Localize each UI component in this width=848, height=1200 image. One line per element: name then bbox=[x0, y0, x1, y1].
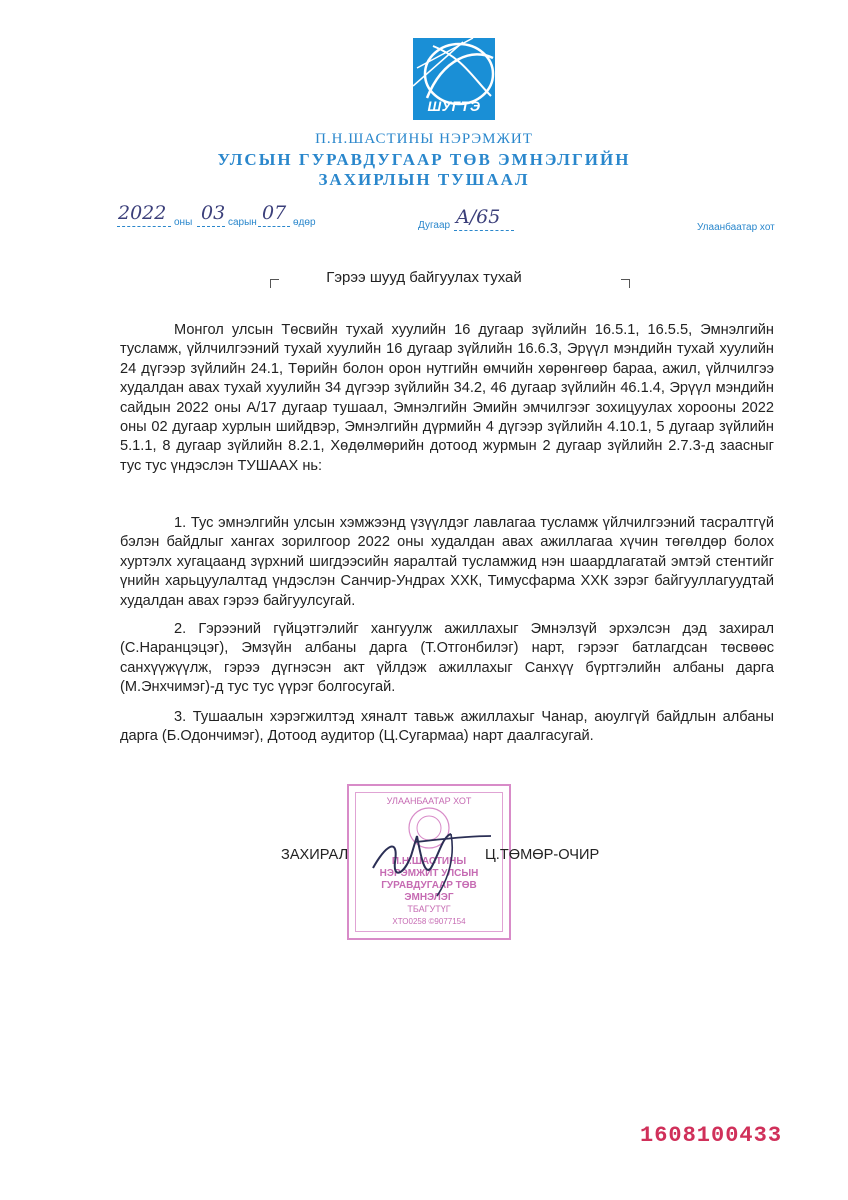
order-item-1 bbox=[120, 514, 774, 611]
order-item-text: 1. Тус эмнэлгийн улсын хэмжээнд үзүүлдэг лавлагаа тусламж үйлчилгээний тасралтгүй бэлэн байдлыг хангах зорилгоор 2022 оны худалдан авах ажиллагаа хүчин төгөлдөр болох хуртэлх хугацаанд зүрхний шигдээсийн яаралтай тусламжид нэн шаардлагатай эмтэй стентийг үнийн харьцуулалтад үндэслэн Санчир-Ундрах ХХК, Тимусфарма ХХК зэрэг байгууллагуудтай худалдан авах гэрээ байгуулсугай. bbox=[120, 515, 774, 609]
signatory-position: ЗАХИРАЛ bbox=[281, 847, 349, 863]
logo-text: ШУГТЭ bbox=[427, 98, 481, 114]
date-day: 07 bbox=[262, 202, 287, 224]
stamp-line: ЭМНЭЛЭГ bbox=[404, 892, 454, 903]
preamble-paragraph bbox=[120, 321, 774, 476]
order-item-2 bbox=[120, 620, 774, 698]
handwritten-signature-icon bbox=[355, 806, 495, 906]
date-year: 2022 bbox=[118, 202, 167, 224]
number-label: Дугаар bbox=[418, 220, 451, 231]
city-label: Улаанбаатар хот bbox=[697, 222, 775, 233]
order-item-text: 3. Тушаалын хэрэгжилтэд хяналт тавьж ажиллахыг Чанар, аюулгүй байдлын албаны дарга (Б.Одончимэг), Дотоод аудитор (Ц.Сугармаа) нарт даалгасугай. bbox=[120, 709, 774, 745]
preamble-text: Монгол улсын Төсвийн тухай хуулийн 16 дугаар зүйлийн 16.5.1, 16.5.5, Эмнэлгийн тусламж, үйлчилгээний тухай хуулийн 16 дугаар зүйлийн 16.6.3, Эрүүл мэндийн тухай хуулийн 24 дүгээр зүйлийн 24.1, Төрийн болон орон нутгийн өмчийн хөрөнгөөр бараа, ажил, үйлчилгээ худалдан авах тухай хуулийн 34 дүгээр зүйлийн 34.2, 46 дугаар зүйлийн 46.1.4, Эрүүл мэндийн сайдын 2022 оны А/17 дугаар тушаал, Эмнэлгийн Эмийн эмчилгээг зохицуулах хорооны 2022 оны 02 дугаар хурлын шийдвэр, Эмнэлгийн дүрмийн 4 дүгээр зүйлийн 4.10.1, 5 дугаар зүйлийн 5.1.1, 8 дугаар зүйлийн 8.2.1, Хөдөлмөрийн дотоод журмын 2 дугаар зүйлийн 2.7.3-д заасныг тус тус үндэслэн ТУШААХ нь: bbox=[120, 322, 774, 474]
month-label: сарын bbox=[228, 217, 257, 228]
date-month: 03 bbox=[201, 202, 226, 224]
hospital-logo bbox=[413, 38, 495, 120]
stamp-line: НЭРЭМЖИТ УЛСЫН bbox=[379, 868, 479, 879]
number-underline bbox=[454, 230, 514, 231]
order-item-3 bbox=[120, 708, 774, 747]
year-underline bbox=[117, 226, 171, 227]
stamp-code: ХТО0258 ©9077154 bbox=[392, 917, 466, 926]
day-underline bbox=[258, 226, 290, 227]
signatory-name: Ц.ТӨМӨР-ОЧИР bbox=[485, 847, 600, 863]
stamp-top-text: УЛААНБААТАР ХОТ bbox=[386, 796, 472, 806]
document-title: Гэрээ шууд байгуулах тухай bbox=[326, 269, 522, 286]
serial-number: 1608100433 bbox=[640, 1123, 783, 1148]
stamp-sub-text: ТБАГУТҮГ bbox=[407, 904, 451, 914]
day-label: өдөр bbox=[293, 217, 316, 228]
year-label: оны bbox=[174, 217, 193, 228]
stamp-line: ГУРАВДУГААР ТӨВ bbox=[381, 880, 477, 891]
header-line1: П.Н.ШАСТИНЫ НЭРЭМЖИТ bbox=[315, 131, 533, 147]
header-line3: ЗАХИРЛЫН ТУШААЛ bbox=[318, 170, 530, 189]
month-underline bbox=[197, 226, 225, 227]
order-number: A/65 bbox=[456, 206, 501, 228]
order-item-text: 2. Гэрээний гүйцэтгэлийг хангуулж ажиллахыг Эмнэлзүй эрхэлсэн дэд захирал (С.Наранцэцэг), Эмзүйн албаны дарга (Т.Отгонбилэг) нарт, гэрээг батлагдсан төсвөөс санхүүжүүлж, гэрээ дүгнэсэн акт үйлдэж ажиллахыг Санхүү бүртгэлийн албаны дарга (М.Энхчимэг)-д тус тус үүрэг болгосугай. bbox=[120, 621, 774, 696]
header-line2: УЛСЫН ГУРАВДУГААР ТӨВ ЭМНЭЛГИЙН bbox=[217, 150, 631, 169]
stamp-line: П.Н.ШАСТИНЫ bbox=[391, 856, 467, 867]
